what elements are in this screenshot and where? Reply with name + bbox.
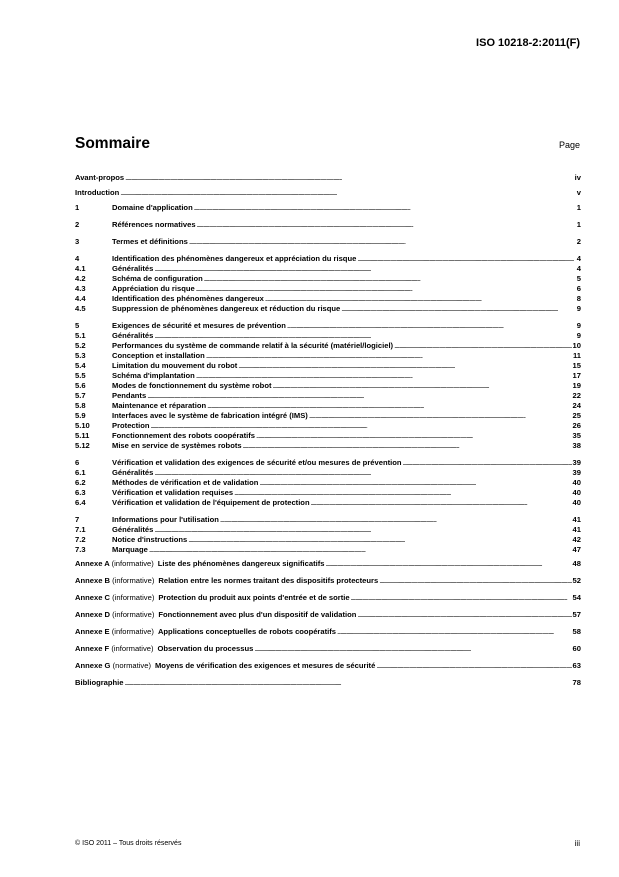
dot-leader: [196, 284, 576, 294]
toc-number: 4.3: [75, 284, 86, 293]
toc-page: 60: [572, 644, 581, 653]
toc-page: 26: [572, 421, 581, 430]
toc-entry[interactable]: [75, 431, 581, 441]
toc-entry[interactable]: [75, 545, 581, 555]
dot-leader: [379, 576, 571, 586]
toc-title: Généralités: [112, 264, 154, 273]
toc-number: 5.9: [75, 411, 86, 420]
copyright-footer: © ISO 2011 – Tous droits réservés: [75, 840, 182, 847]
toc-entry[interactable]: [75, 341, 581, 351]
toc-number: 5.2: [75, 341, 86, 350]
toc-number: 4: [75, 254, 80, 263]
toc-page: 17: [572, 371, 581, 380]
annex-type: (informative): [111, 559, 154, 568]
toc-page: 41: [572, 515, 581, 524]
dot-leader: [204, 274, 576, 284]
annex-type: (informative): [112, 593, 155, 602]
toc-title: Applications conceptuelles de robots coopératifs: [157, 627, 337, 636]
toc-title: Références normatives: [112, 220, 196, 229]
toc-page: 39: [572, 458, 581, 467]
toc-page: 78: [572, 678, 581, 687]
toc-page: 47: [572, 545, 581, 554]
dot-leader: [265, 294, 576, 304]
toc-title: Schéma d'implantation: [112, 371, 195, 380]
toc-page: 4: [576, 254, 581, 263]
toc-page: iv: [574, 173, 581, 182]
toc-page: 6: [576, 284, 581, 293]
toc-entry[interactable]: [75, 371, 581, 381]
toc-entry[interactable]: [75, 593, 581, 603]
toc-number: 7.3: [75, 545, 86, 554]
toc-title: Observation du processus: [157, 644, 254, 653]
toc-number: 6: [75, 458, 80, 467]
toc-title: Informations pour l'utilisation: [112, 515, 219, 524]
toc-page: 40: [572, 478, 581, 487]
dot-leader: [154, 525, 571, 535]
toc-title: Suppression de phénomènes dangereux et réduction du risque: [112, 304, 341, 313]
toc-title: Performances du système de commande relatif à la sécurité (matériel/logiciel): [112, 341, 394, 350]
annex-type: (informative): [112, 576, 155, 585]
toc-number: 5.6: [75, 381, 86, 390]
toc-entry[interactable]: [75, 441, 581, 451]
dot-leader: [220, 515, 572, 525]
dot-leader: [341, 304, 575, 314]
toc-page: 40: [572, 498, 581, 507]
toc-entry[interactable]: [75, 331, 581, 341]
dot-leader: [151, 421, 572, 431]
toc-page: 4: [576, 264, 581, 273]
toc-entry[interactable]: [75, 220, 581, 230]
toc-number: 4.5: [75, 304, 86, 313]
toc-page: 22: [572, 391, 581, 400]
annex-type: (normative): [112, 661, 151, 670]
toc-title: Exigences de sécurité et mesures de prévention: [112, 321, 286, 330]
toc-number: 5.7: [75, 391, 86, 400]
toc-entry[interactable]: [75, 254, 581, 264]
toc-entry[interactable]: [75, 576, 581, 586]
annex-label: [75, 661, 151, 671]
toc-number: 5.11: [75, 431, 90, 440]
toc-number: 1: [75, 203, 80, 212]
dot-leader: [197, 220, 576, 230]
toc-number: 5.12: [75, 441, 90, 450]
dot-leader: [234, 488, 571, 498]
toc-number: 4.4: [75, 294, 86, 303]
toc-title: Identification des phénomènes dangereux: [112, 294, 264, 303]
dot-leader: [125, 678, 572, 688]
annex-label: [75, 559, 154, 569]
toc-number: 5.1: [75, 331, 86, 340]
dot-leader: [149, 545, 572, 555]
dot-leader: [325, 559, 571, 569]
toc-page: 41: [572, 525, 581, 534]
toc-entry[interactable]: [75, 188, 581, 198]
toc-page: 58: [572, 627, 581, 636]
dot-leader: [254, 644, 571, 654]
toc-number: 7.1: [75, 525, 86, 534]
annex-label: [75, 644, 154, 654]
dot-leader: [394, 341, 571, 351]
toc-page: 19: [572, 381, 581, 390]
table-of-contents: [75, 173, 581, 688]
toc-title: Mise en service de systèmes robots: [112, 441, 242, 450]
toc-entry[interactable]: [75, 535, 581, 545]
toc-page: 39: [572, 468, 581, 477]
toc-page: 38: [572, 441, 581, 450]
annex-type: (informative): [112, 610, 155, 619]
dot-leader: [120, 188, 575, 198]
toc-page: 63: [572, 661, 581, 670]
toc-number: 4.2: [75, 274, 86, 283]
toc-page: 35: [572, 431, 581, 440]
dot-leader: [351, 593, 572, 603]
toc-entry[interactable]: [75, 381, 581, 391]
toc-entry[interactable]: [75, 173, 581, 183]
annex-id: Annexe A: [75, 559, 110, 568]
standard-id: ISO 10218-2:2011(F): [476, 37, 580, 49]
toc-entry[interactable]: [75, 284, 581, 294]
toc-title: Schéma de configuration: [112, 274, 203, 283]
page-title: Sommaire: [75, 135, 150, 152]
toc-page: 54: [572, 593, 581, 602]
toc-page: 40: [572, 488, 581, 497]
toc-entry[interactable]: [75, 321, 581, 331]
toc-title: Relation entre les normes traitant des dispositifs protecteurs: [158, 576, 379, 585]
toc-title: Termes et définitions: [112, 237, 188, 246]
annex-id: Annexe G: [75, 661, 111, 670]
toc-entry[interactable]: [75, 468, 581, 478]
toc-title: Vérification et validation requises: [112, 488, 234, 497]
toc-page: 11: [572, 351, 581, 360]
toc-title: Protection du produit aux points d'entrée et de sortie: [158, 593, 350, 602]
annex-id: Annexe D: [75, 610, 111, 619]
toc-entry[interactable]: [75, 274, 581, 284]
page-number: iii: [574, 839, 580, 848]
toc-title: Fonctionnement avec plus d'un dispositif de validation: [158, 610, 357, 619]
dot-leader: [154, 331, 575, 341]
toc-page: 57: [572, 610, 581, 619]
toc-number: 4.1: [75, 264, 86, 273]
annex-type: (informative): [111, 627, 154, 636]
toc-entry[interactable]: [75, 515, 581, 525]
toc-title: Conception et installation: [112, 351, 205, 360]
toc-number: 6.4: [75, 498, 86, 507]
toc-title: Généralités: [112, 525, 154, 534]
toc-number: 6.2: [75, 478, 86, 487]
toc-title: Fonctionnement des robots coopératifs: [112, 431, 256, 440]
toc-title: Vérification et validation de l'équipement de protection: [112, 498, 310, 507]
dot-leader: [357, 254, 575, 264]
toc-entry[interactable]: [75, 304, 581, 314]
toc-page: 15: [572, 361, 581, 370]
dot-leader: [311, 498, 572, 508]
toc-title: Avant-propos: [75, 173, 125, 182]
toc-title: Moyens de vérification des exigences et mesures de sécurité: [154, 661, 376, 670]
toc-page: 1: [576, 203, 581, 212]
toc-entry[interactable]: [75, 294, 581, 304]
dot-leader: [238, 361, 571, 371]
dot-leader: [125, 173, 574, 183]
dot-leader: [403, 458, 572, 468]
toc-number: 7.2: [75, 535, 86, 544]
toc-number: 3: [75, 237, 80, 246]
toc-title: Méthodes de vérification et de validation: [112, 478, 259, 487]
toc-page: 1: [576, 220, 581, 229]
toc-title: Maintenance et réparation: [112, 401, 207, 410]
toc-entry[interactable]: [75, 644, 581, 654]
toc-entry[interactable]: [75, 411, 581, 421]
toc-page: 10: [572, 341, 581, 350]
toc-page: 24: [572, 401, 581, 410]
dot-leader: [272, 381, 571, 391]
annex-id: Annexe F: [75, 644, 110, 653]
dot-leader: [256, 431, 572, 441]
toc-title: Introduction: [75, 188, 120, 197]
toc-entry[interactable]: [75, 458, 581, 468]
toc-entry[interactable]: [75, 525, 581, 535]
toc-entry[interactable]: [75, 661, 581, 671]
toc-title: Marquage: [112, 545, 148, 554]
toc-number: 5.3: [75, 351, 86, 360]
toc-entry[interactable]: [75, 391, 581, 401]
toc-title: Protection: [112, 421, 150, 430]
toc-title: Identification des phénomènes dangereux et appréciation du risque: [112, 254, 357, 263]
annex-id: Annexe B: [75, 576, 111, 585]
dot-leader: [206, 351, 572, 361]
dot-leader: [207, 401, 571, 411]
annex-type: (informative): [111, 644, 154, 653]
toc-title: Notice d'instructions: [112, 535, 188, 544]
toc-title: Généralités: [112, 468, 154, 477]
toc-page: 2: [576, 237, 581, 246]
toc-number: 7: [75, 515, 80, 524]
toc-title: Généralités: [112, 331, 154, 340]
annex-id: Annexe E: [75, 627, 110, 636]
dot-leader: [243, 441, 572, 451]
toc-page: 9: [576, 331, 581, 340]
toc-number: 2: [75, 220, 80, 229]
dot-leader: [189, 237, 576, 247]
dot-leader: [154, 468, 571, 478]
toc-number: 6.3: [75, 488, 86, 497]
toc-entry[interactable]: [75, 237, 581, 247]
toc-page: 9: [576, 304, 581, 313]
dot-leader: [147, 391, 571, 401]
dot-leader: [309, 411, 572, 421]
toc-number: 5.10: [75, 421, 90, 430]
toc-title: Bibliographie: [75, 678, 124, 687]
dot-leader: [357, 610, 571, 620]
annex-label: [75, 610, 154, 620]
toc-title: Vérification et validation des exigences de sécurité et/ou mesures de prévention: [112, 458, 402, 467]
toc-entry[interactable]: [75, 351, 581, 361]
toc-title: Domaine d'application: [112, 203, 193, 212]
toc-entry[interactable]: [75, 559, 581, 569]
annex-label: [75, 627, 154, 637]
toc-page: 25: [572, 411, 581, 420]
toc-entry[interactable]: [75, 421, 581, 431]
dot-leader: [188, 535, 571, 545]
annex-label: [75, 593, 154, 603]
toc-number: 6.1: [75, 468, 86, 477]
toc-page: 48: [572, 559, 581, 568]
toc-title: Liste des phénomènes dangereux significatifs: [157, 559, 325, 568]
toc-page: 42: [572, 535, 581, 544]
toc-number: 5: [75, 321, 80, 330]
dot-leader: [287, 321, 576, 331]
dot-leader: [194, 203, 576, 213]
toc-entry[interactable]: [75, 678, 581, 688]
toc-number: 5.4: [75, 361, 86, 370]
toc-page: 9: [576, 321, 581, 330]
toc-title: Modes de fonctionnement du système robot: [112, 381, 272, 390]
toc-entry[interactable]: [75, 264, 581, 274]
toc-entry[interactable]: [75, 488, 581, 498]
toc-page: 5: [576, 274, 581, 283]
toc-page: 52: [572, 576, 581, 585]
toc-entry[interactable]: [75, 401, 581, 411]
toc-number: 5.8: [75, 401, 86, 410]
toc-title: Pendants: [112, 391, 147, 400]
toc-page: 8: [576, 294, 581, 303]
toc-title: Interfaces avec le système de fabrication intégré (IMS): [112, 411, 308, 420]
dot-leader: [259, 478, 571, 488]
toc-title: Appréciation du risque: [112, 284, 195, 293]
toc-number: 5.5: [75, 371, 86, 380]
dot-leader: [376, 661, 571, 671]
toc-entry[interactable]: [75, 627, 581, 637]
dot-leader: [154, 264, 575, 274]
toc-entry[interactable]: [75, 478, 581, 488]
page-column-label: Page: [558, 140, 580, 150]
dot-leader: [196, 371, 572, 381]
annex-label: [75, 576, 154, 586]
toc-entry[interactable]: [75, 498, 581, 508]
toc-page: v: [576, 188, 581, 197]
annex-id: Annexe C: [75, 593, 111, 602]
toc-entry[interactable]: [75, 361, 581, 371]
dot-leader: [337, 627, 572, 637]
toc-entry[interactable]: [75, 203, 581, 213]
toc-title: Limitation du mouvement du robot: [112, 361, 238, 370]
toc-entry[interactable]: [75, 610, 581, 620]
